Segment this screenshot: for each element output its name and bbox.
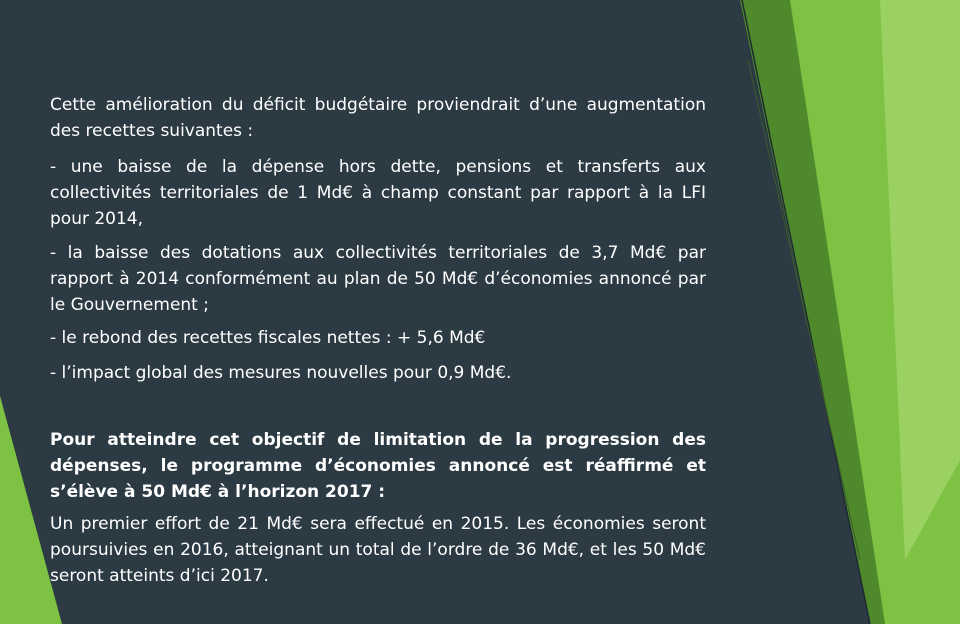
bullet-dotations: - la baisse des dotations aux collectivités territoriales de 3,7 Md€ par rapport à 2014 conformément au plan de 50 Md€ d’économies annoncé par le Gouvernement ; xyxy=(50,243,706,315)
bullet-recettes-fiscales: - le rebond des recettes fiscales nettes : + 5,6 Md€ xyxy=(50,328,486,348)
bullet-depense: - une baisse de la dépense hors dette, pensions et transferts aux collectivités territoriales de 1 Md€ à champ constant par rapport à la LFI pour 2014, xyxy=(50,157,706,229)
paragraph-premier-effort: Un premier effort de 21 Md€ sera effectué en 2015. Les économies seront poursuivies en 2016, atteignant un total de l’ordre de 36 Md€, et les 50 Md€ seront atteints d’ici 2017. xyxy=(50,514,706,586)
paragraph-objectif: Pour atteindre cet objectif de limitation de la progression des dépenses, le programme d’économies annoncé est réaffirmé et s’élève à 50 Md€ à l’horizon 2017 : xyxy=(50,430,706,502)
bullet-impact-global: - l’impact global des mesures nouvelles pour 0,9 Md€. xyxy=(50,363,512,383)
paragraph-intro: Cette amélioration du déficit budgétaire proviendrait d’une augmentation des recettes suivantes : xyxy=(50,95,706,141)
